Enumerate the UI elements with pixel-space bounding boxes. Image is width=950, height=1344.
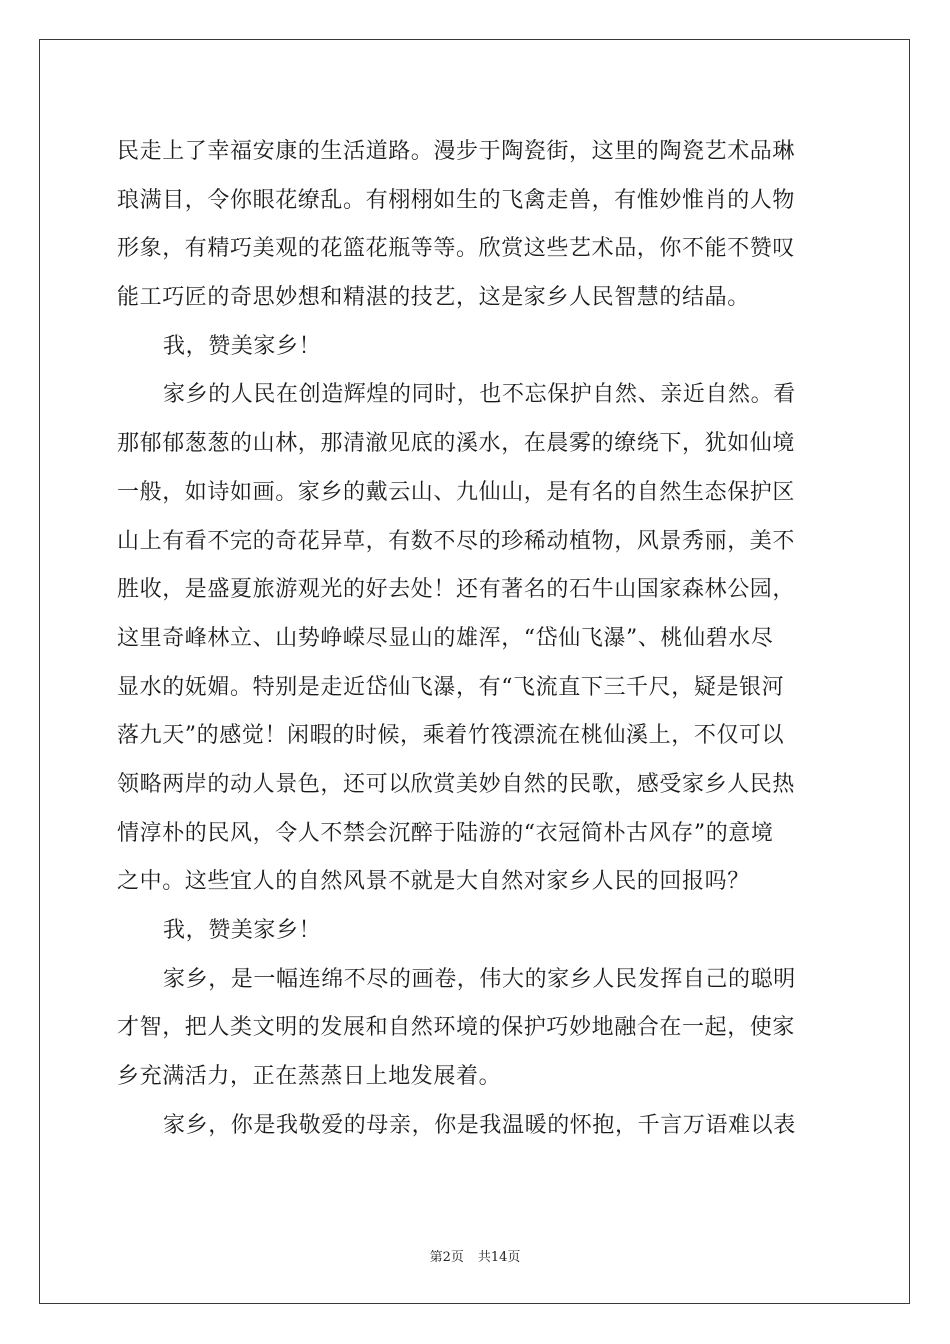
text-line: 落九天”的感觉！闲暇的时候，乘着竹筏漂流在桃仙溪上，不仅可以 <box>117 723 785 749</box>
text-line: 领略两岸的动人景色，还可以欣赏美妙自然的民歌，感受家乡人民热 <box>117 771 796 797</box>
text-line: 能工巧匠的奇思妙想和精湛的技艺，这是家乡人民智慧的结晶。 <box>117 285 750 311</box>
text-line: 胜收，是盛夏旅游观光的好去处！还有著名的石牛山国家森林公园， <box>117 577 796 603</box>
text-line: 这里奇峰林立、山势峥嵘尽显山的雄浑，“岱仙飞瀑”、桃仙碧水尽 <box>117 625 774 651</box>
text-line: 一般，如诗如画。家乡的戴云山、九仙山，是有名的自然生态保护区 <box>117 479 796 505</box>
text-line: 山上有看不完的奇花异草，有数不尽的珍稀动植物，风景秀丽，美不 <box>117 528 796 554</box>
text-line: 我，赞美家乡！ <box>163 918 322 943</box>
document-body <box>117 128 837 1150</box>
text-line: 情淳朴的民风，令人不禁会沉醉于陆游的“衣冠简朴古风存”的意境 <box>117 820 774 846</box>
text-line: 琅满目，令你眼花缭乱。有栩栩如生的飞禽走兽，有惟妙惟肖的人物 <box>117 187 796 213</box>
text-line: 家乡的人民在创造辉煌的同时，也不忘保护自然、亲近自然。看 <box>163 382 796 408</box>
text-line: 才智，把人类文明的发展和自然环境的保护巧妙地融合在一起，使家 <box>117 1015 796 1041</box>
page-footer <box>0 1246 950 1265</box>
text-line: 之中。这些宜人的自然风景不就是大自然对家乡人民的回报吗？ <box>117 869 750 895</box>
text-line: 我，赞美家乡！ <box>163 333 322 359</box>
text-line: 那郁郁葱葱的山林，那清澈见底的溪水，在晨雾的缭绕下，犹如仙境 <box>117 431 796 457</box>
text-line: 形象，有精巧美观的花篮花瓶等等。欣赏这些艺术品，你不能不赞叹 <box>117 236 796 262</box>
text-line: 乡充满活力，正在蒸蒸日上地发展着。 <box>117 1064 502 1090</box>
page-number: 第2页 <box>429 1250 464 1265</box>
text-line: 家乡，你是我敬爱的母亲，你是我温暖的怀抱，千言万语难以表 <box>163 1112 796 1138</box>
text-line: 民走上了幸福安康的生活道路。漫步于陶瓷街，这里的陶瓷艺术品琳 <box>117 139 796 164</box>
text-line: 家乡，是一幅连绵不尽的画卷，伟大的家乡人民发挥自己的聪明 <box>163 966 796 992</box>
page-total: 共14页 <box>477 1250 521 1265</box>
text-line: 显水的妩媚。特别是走近岱仙飞瀑，有“飞流直下三千尺，疑是银河 <box>117 674 785 700</box>
